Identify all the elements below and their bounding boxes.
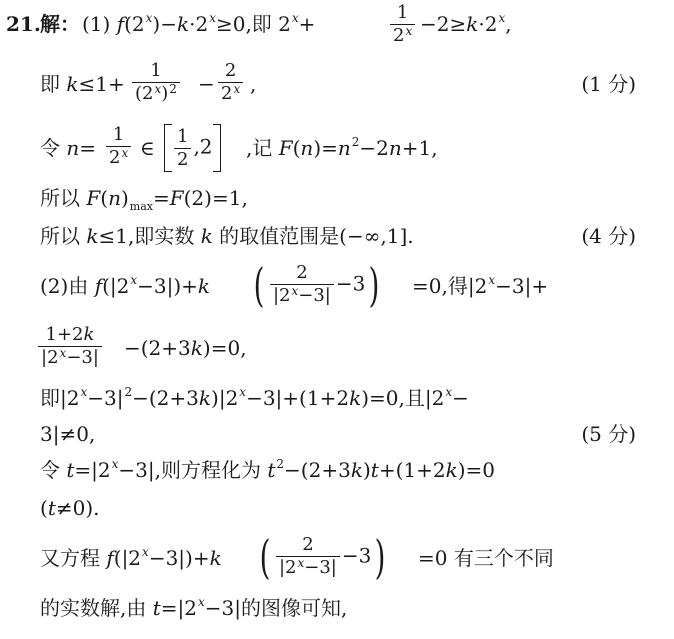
solution-line-11 xyxy=(0,494,674,524)
solution-line-10 xyxy=(0,456,674,486)
math-expression: 3|≠0, xyxy=(40,422,96,446)
solution-line-6 xyxy=(0,260,674,312)
paren-group: ( $\frac{2}{|2^x-3|}$ −3) xyxy=(253,258,380,312)
math-expression: $-2\ge k\cdot 2^x$, xyxy=(420,11,512,36)
solution-line-8 xyxy=(0,384,674,414)
solve-label: 解： xyxy=(40,12,80,36)
solution-line-4 xyxy=(0,184,674,214)
math-expression: (t≠0). xyxy=(40,496,100,520)
solution-line-5 xyxy=(0,222,674,252)
score-label: (1 分) xyxy=(581,72,636,96)
interval: $\frac{1}{2}$ ,2 xyxy=(164,124,221,172)
math-expression: ,记 $F(n)=n^2-2n+1$, xyxy=(246,135,438,160)
solution-line-1 xyxy=(0,2,674,48)
score-label: (5 分) xyxy=(581,422,636,446)
math-expression: 令 n= xyxy=(40,136,97,160)
fraction: $\frac{1+2k}{|2^x-3|}$ xyxy=(36,324,104,370)
problem-number: 21. xyxy=(6,12,41,36)
fraction: $\frac{1}{(2^x)^2}$ xyxy=(130,60,182,106)
paren-group: ( $\frac{2}{|2^x-3|}$ −3) xyxy=(259,530,386,584)
fraction: $\frac{1}{2^x}$ xyxy=(388,2,417,48)
math-expression: =0,得$|2^x-3|+$ xyxy=(412,273,549,298)
fraction: $\frac{1}{2^x}$ xyxy=(104,124,133,170)
math-expression: (1) $f(2^x)-k\cdot 2^x\ge 0$,即 $2^x+$ xyxy=(82,11,316,36)
math-expression: 的实数解,由 $t=|2^x-3|$的图像可知, xyxy=(40,595,348,620)
solution-line-3 xyxy=(0,120,674,172)
fraction: $\frac{2}{2^x}$ xyxy=(216,60,245,106)
solution-line-2 xyxy=(0,58,674,108)
math-expression: =0 有三个不同 xyxy=(418,546,554,570)
comma: , xyxy=(250,72,257,96)
solution-line-13 xyxy=(0,594,674,624)
score-label: (4 分) xyxy=(581,224,636,248)
element-of: ∈ xyxy=(140,136,155,160)
math-expression: 令 $t=|2^x-3|$,则方程化为 $t^2-(2+3k)t+(1+2k)=0$ xyxy=(40,457,496,482)
math-expression: 所以 k≤1,即实数 k 的取值范围是(−∞,1]. xyxy=(40,224,414,248)
math-expression: 所以 $F(n)_{max}=F(2)=1$, xyxy=(40,186,248,213)
solution-line-7 xyxy=(0,322,674,372)
math-expression: 即$|2^x-3|^2-(2+3k)|2^x-3|+(1+2k)=0$,且$|2^x-$ xyxy=(40,385,469,410)
math-expression: 又方程 $f(|2^x-3|)+k$ xyxy=(40,545,222,570)
math-expression: (2)由 $f(|2^x-3|)+k$ xyxy=(40,273,211,298)
solution-line-12 xyxy=(0,532,674,584)
math-expression: 即 k≤1+ xyxy=(40,72,125,96)
solution-line-9 xyxy=(0,420,674,450)
minus-sign: − xyxy=(198,72,215,96)
math-expression: −(2+3k)=0, xyxy=(124,336,247,360)
